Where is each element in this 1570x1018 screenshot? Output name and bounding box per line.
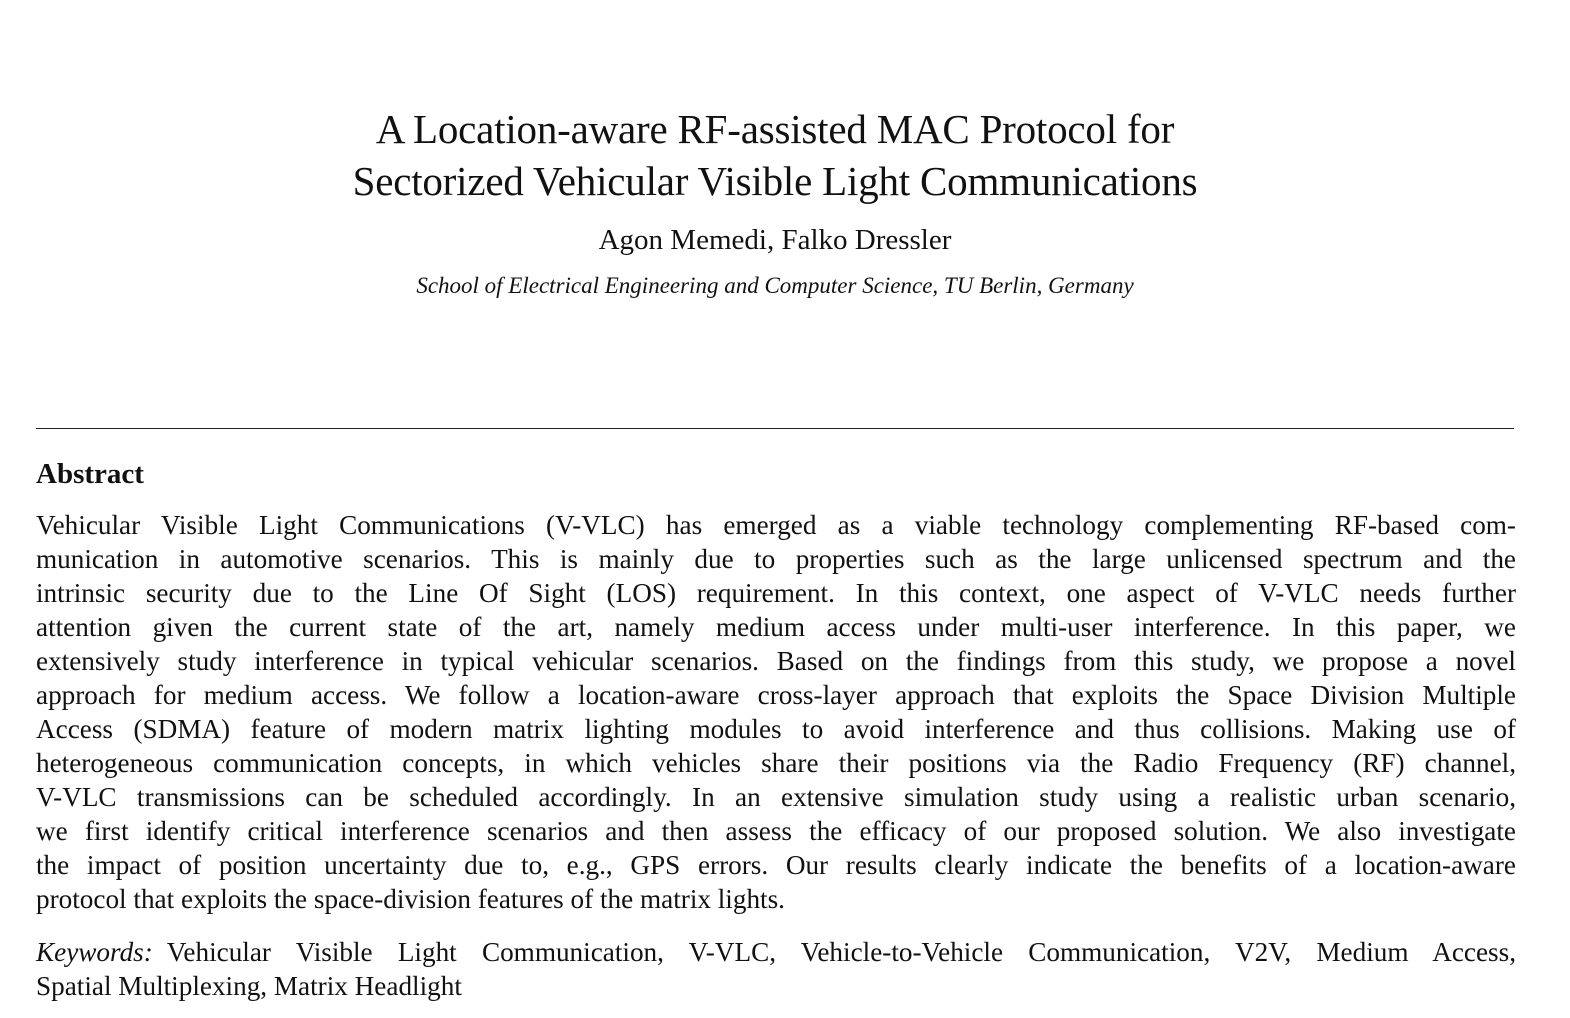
- abstract-line: Vehicular Visible Light Communications (V-VLC) has emerged as a viable technology complementing RF-based com-: [36, 510, 1516, 540]
- keywords-text-1: Vehicular Visible Light Communication, V-VLC, Vehicle-to-Vehicle Communication, V2V, Medium Access,: [166, 937, 1516, 967]
- paper-authors: Agon Memedi, Falko Dressler: [598, 224, 952, 256]
- paper-affiliation: School of Electrical Engineering and Computer Science, TU Berlin, Germany: [416, 273, 1134, 298]
- abstract-line: attention given the current state of the art, namely medium access under multi-user interference. In this paper, we: [36, 612, 1516, 642]
- abstract-line: protocol that exploits the space-division features of the matrix lights.: [36, 884, 785, 914]
- keywords-label: Keywords:: [36, 937, 153, 967]
- keywords-block: [36, 935, 1516, 1003]
- abstract-line: Access (SDMA) feature of modern matrix lighting modules to avoid interference and thus collisions. Making use of: [36, 714, 1516, 744]
- abstract-line: intrinsic security due to the Line Of Sight (LOS) requirement. In this context, one aspect of V-VLC needs further: [36, 578, 1516, 608]
- keywords-line-2: Spatial Multiplexing, Matrix Headlight: [36, 971, 462, 1001]
- section-divider: [36, 428, 1514, 429]
- abstract-line: munication in automotive scenarios. This is mainly due to properties such as the large unlicensed spectrum and the: [36, 544, 1516, 574]
- paper-title-line-2: Sectorized Vehicular Visible Light Communications: [352, 158, 1198, 205]
- abstract-line: approach for medium access. We follow a location-aware cross-layer approach that exploits the Space Division Multiple: [36, 680, 1516, 710]
- abstract-body: [36, 508, 1516, 916]
- abstract-line: the impact of position uncertainty due to, e.g., GPS errors. Our results clearly indicate the benefits of a location-aware: [36, 850, 1516, 880]
- abstract-line: V-VLC transmissions can be scheduled accordingly. In an extensive simulation study using a realistic urban scenario,: [36, 782, 1516, 812]
- paper-title-line-1: A Location-aware RF-assisted MAC Protocol for: [375, 106, 1175, 153]
- keywords-line-1: [36, 935, 1516, 969]
- abstract-heading: Abstract: [36, 458, 144, 490]
- abstract-line: we first identify critical interference scenarios and then assess the efficacy of our proposed solution. We also investigate: [36, 816, 1516, 846]
- abstract-line: heterogeneous communication concepts, in which vehicles share their positions via the Radio Frequency (RF) channel,: [36, 748, 1516, 778]
- abstract-line: extensively study interference in typical vehicular scenarios. Based on the findings from this study, we propose a novel: [36, 646, 1516, 676]
- paper-title: [0, 103, 1550, 207]
